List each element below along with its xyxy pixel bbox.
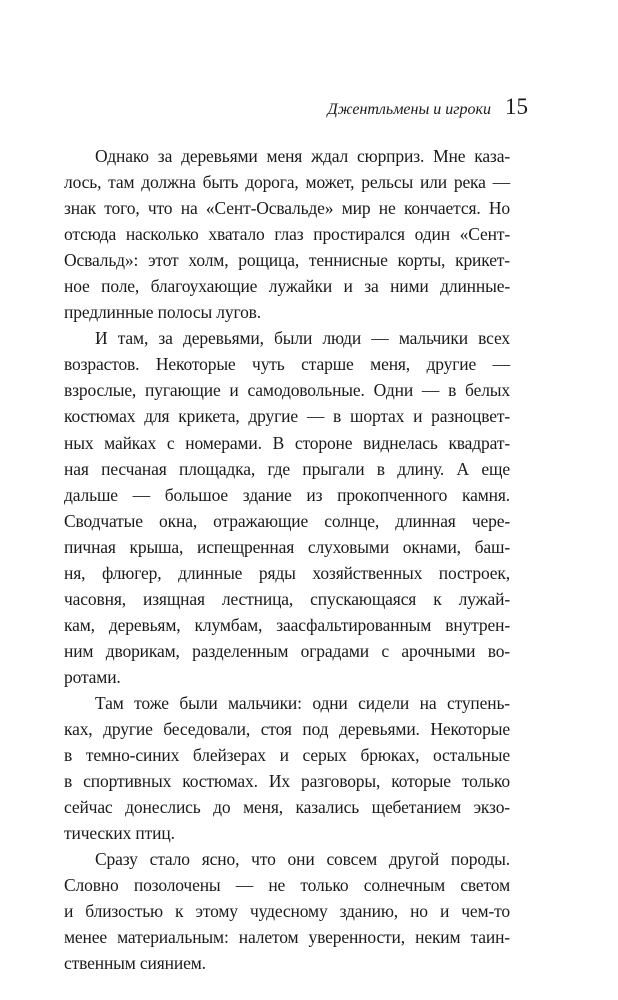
text-line: предлинные полосы лугов.	[64, 302, 262, 323]
text-line: в спортивных костюмах. Их разговоры, которые только	[64, 771, 510, 792]
text-line: и близостью к этому чудесному зданию, но и чем-то	[64, 901, 510, 922]
text-line: ственным сиянием.	[64, 953, 206, 974]
text-line: отсюда насколько хватало глаз простирался один «Сент-	[64, 224, 510, 245]
running-header	[0, 94, 618, 124]
text-line: взрослые, пугающие и самодовольные. Одни — в белых	[64, 380, 510, 401]
text-line: Освальд»: этот холм, рощица, теннисные корты, крикет-	[64, 250, 510, 271]
text-line: ных майках с номерами. В стороне виднелась квадрат-	[64, 432, 510, 453]
text-line: Сводчатые окна, отражающие солнце, длинная чере-	[64, 510, 510, 531]
text-line: сейчас донеслись до меня, казались щебетанием экзо-	[64, 797, 510, 818]
text-line: дальше — большое здание из прокопченного камня.	[64, 484, 510, 505]
text-line: тических птиц.	[64, 823, 175, 844]
text-line: Словно позолочены — не только солнечным светом	[64, 875, 510, 896]
text-line: ная песчаная площадка, где прыгали в длину. А еще	[64, 458, 510, 479]
text-line: в темно-синих блейзерах и серых брюках, остальные	[64, 745, 510, 766]
running-title: Джентльмены и игроки	[327, 101, 491, 118]
text-line: ним дворикам, разделенным оградами с арочными во-	[64, 640, 510, 661]
text-line: кам, деревьям, клумбам, заасфальтированным внутрен-	[64, 614, 510, 635]
text-line: Сразу стало ясно, что они совсем другой породы.	[95, 849, 510, 870]
page-number: 15	[505, 94, 528, 119]
text-line: И там, за деревьями, были люди — мальчики всех	[95, 328, 510, 349]
text-line: знак того, что на «Сент-Освальде» мир не кончается. Но	[64, 198, 510, 219]
text-line: пичная крыша, испещренная слуховыми окнами, баш-	[64, 536, 510, 557]
text-line: возрастов. Некоторые чуть старше меня, другие —	[64, 354, 510, 375]
text-line: лось, там должна быть дорога, может, рельсы или река —	[64, 172, 510, 193]
text-line: ня, флюгер, длинные ряды хозяйственных построек,	[64, 562, 510, 583]
text-line: ное поле, благоухающие лужайки и за ними длинные-	[64, 276, 510, 297]
text-line: ротами.	[64, 666, 121, 687]
text-line: менее материальным: налетом уверенности, неким таин-	[64, 927, 510, 948]
text-line: часовня, изящная лестница, спускающаяся к лужай-	[64, 588, 510, 609]
text-line: ках, другие беседовали, стоя под деревьями. Некоторые	[64, 719, 510, 740]
text-line: Однако за деревьями меня ждал сюрприз. Мне каза-	[95, 146, 510, 166]
text-line: Там тоже были мальчики: одни сидели на ступень-	[95, 692, 510, 713]
text-line: костюмах для крикета, другие — в шортах и разноцвет-	[64, 406, 510, 427]
body-text	[64, 143, 510, 977]
